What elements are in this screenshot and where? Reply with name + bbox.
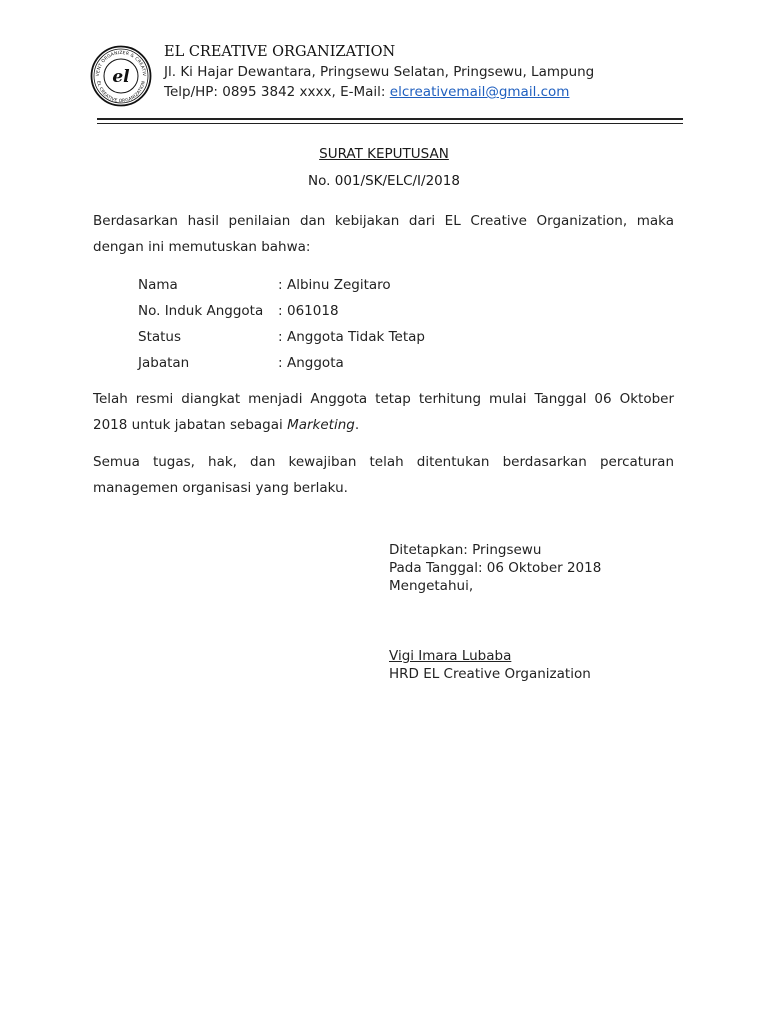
decision-text: Telah resmi diangkat menjadi Anggota tetap terhitung mulai Tanggal 06 Oktober 2018 untuk jabatan sebagai	[93, 391, 674, 433]
detail-value: Anggota	[287, 355, 344, 371]
detail-value: 061018	[287, 303, 339, 319]
contact-prefix: Telp/HP: 0895 3842 xxxx, E-Mail:	[164, 84, 390, 100]
decision-end: .	[354, 417, 360, 433]
logo-mark: el	[112, 67, 130, 87]
intro-paragraph: Berdasarkan hasil penilaian dan kebijakan dari EL Creative Organization, maka dengan ini memutuskan bahwa:	[93, 213, 674, 255]
detail-label: No. Induk Anggota	[138, 303, 264, 319]
signature-date: Pada Tanggal: 06 Oktober 2018	[389, 560, 602, 576]
organization-address: Jl. Ki Hajar Dewantara, Pringsewu Selatan, Pringsewu, Lampung	[164, 64, 595, 80]
signature-acknowledged: Mengetahui,	[389, 578, 474, 594]
organization-contact	[164, 82, 684, 102]
detail-label: Status	[138, 329, 182, 345]
signer-block	[389, 647, 679, 683]
logo-text-top: VENT ORGANIZER & CREATIV	[95, 50, 147, 77]
decision-role: Marketing	[287, 417, 355, 433]
detail-row-position	[138, 350, 425, 376]
signature-place: Ditetapkan: Pringsewu	[389, 542, 542, 558]
signature-block	[389, 541, 679, 595]
detail-row-member-number	[138, 298, 425, 324]
detail-row-name	[138, 272, 425, 298]
detail-separator: :	[278, 277, 283, 293]
letterhead	[88, 40, 688, 110]
detail-label: Jabatan	[138, 355, 190, 371]
closing-paragraph: Semua tugas, hak, dan kewajiban telah ditentukan berdasarkan percaturan managemen organisasi yang berlaku.	[93, 454, 674, 496]
document-number: No. 001/SK/ELC/I/2018	[308, 173, 460, 189]
organization-info	[164, 42, 684, 102]
email-link[interactable]: elcreativemail@gmail.com	[389, 84, 570, 100]
organization-name: EL CREATIVE ORGANIZATION	[164, 44, 396, 60]
signer-title: HRD EL Creative Organization	[389, 666, 591, 682]
detail-separator: :	[278, 329, 283, 345]
detail-value: Anggota Tidak Tetap	[287, 329, 425, 345]
detail-label: Nama	[138, 277, 178, 293]
detail-value: Albinu Zegitaro	[287, 277, 391, 293]
letterhead-rule-thin	[97, 123, 683, 124]
member-details	[138, 272, 425, 376]
detail-separator: :	[278, 355, 283, 371]
letterhead-rule-thick	[97, 118, 683, 120]
detail-separator: :	[278, 303, 283, 319]
organization-logo	[90, 45, 152, 107]
signer-name: Vigi Imara Lubaba	[389, 648, 512, 664]
detail-row-status	[138, 324, 425, 350]
document-title: SURAT KEPUTUSAN	[319, 146, 449, 162]
decision-paragraph	[93, 386, 674, 438]
logo-text-bottom: EL CREATIVE ORGANIZATION	[95, 80, 147, 105]
